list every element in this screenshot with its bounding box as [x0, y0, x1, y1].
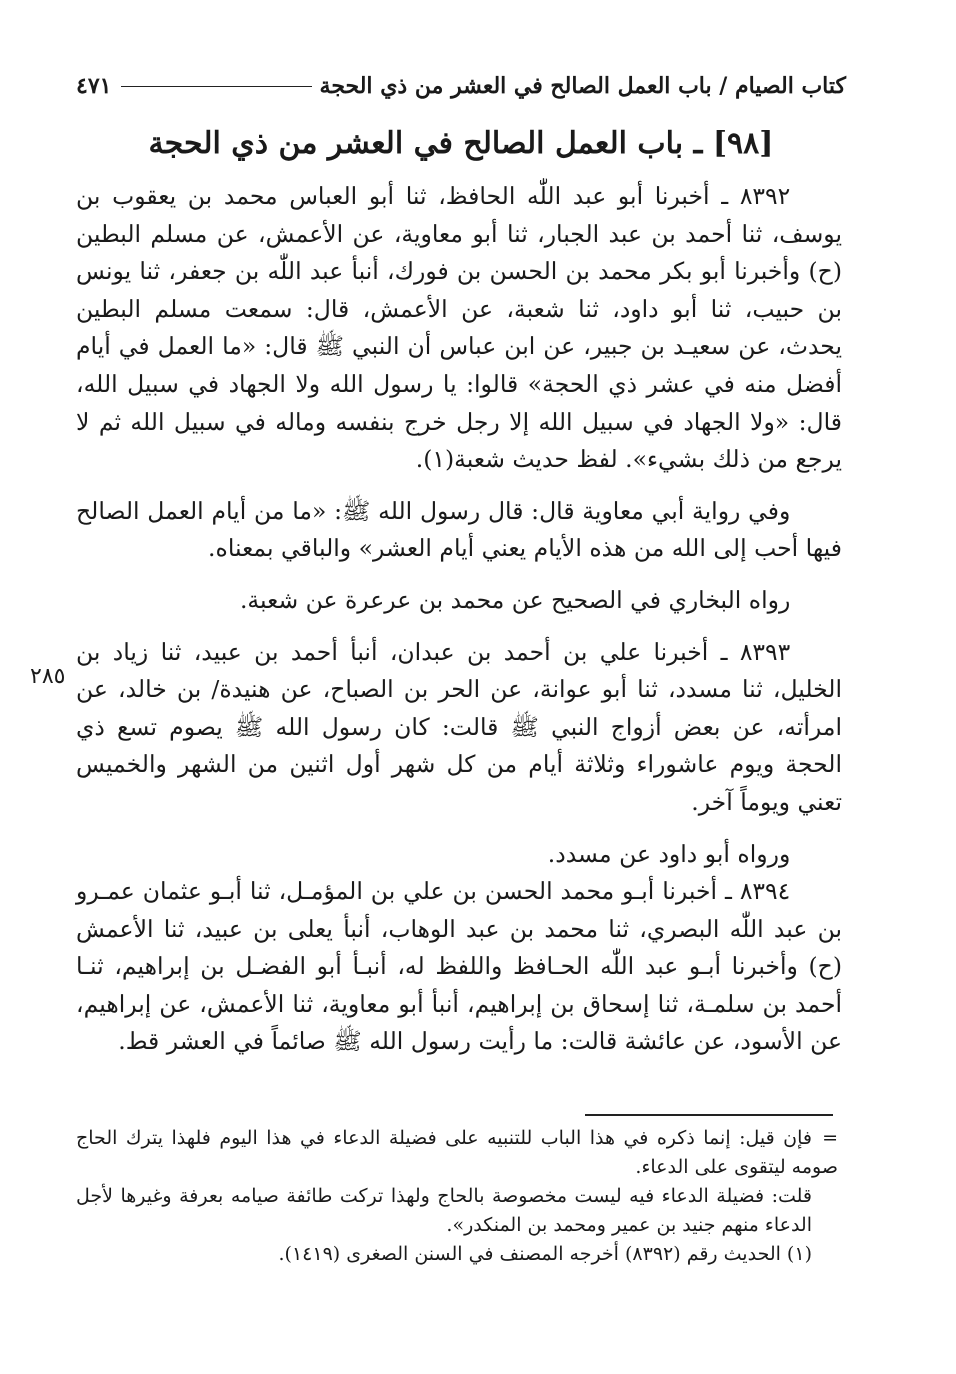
footnote-separator	[585, 1114, 833, 1116]
footnote-1: (١) الحديث رقم (٨٣٩٢) أخرجه المصنف في السنن الصغرى (١٤١٩).	[278, 1243, 812, 1265]
hadith-8392: ٨٣٩٢ ـ أخبرنا أبو عبد اللّٰه الحافظ، ثنا أبو العباس محمد بن يعقوب بن يوسف، ثنا أحمد بن عبد الجبار، ثنا أبو معاوية، عن الأعمش، عن مسلم البطين (ح) وأخبرنا أبو بكر محمد بن الحسن بن فورك، أنبأ عبد اللّٰه بن جعفر، ثنا يونس بن حبيب، ثنا أبو داود، ثنا شعبة، عن الأعمش، قال: سمعت مسلم البطين يحدث، عن سعيـد بن جبير، عن ابن عباس أن النبي ﷺ قال: «ما العمل في أيام أفضل منه في عشر ذي الحجة» قالوا: يا رسول الله ولا الجهاد في سبيل الله، قال: «ولا الجهاد في سبيل الله إلا رجل خرج بنفسه وماله في سبيل الله ثم لا يرجع من ذلك بشيء». لفظ حديث شعبة(١).	[76, 182, 842, 474]
running-title: كتاب الصيام / باب العمل الصالح في العشر من ذي الحجة	[319, 73, 846, 99]
continuation-mark: =	[822, 1127, 838, 1149]
hadith-8394: ٨٣٩٤ ـ أخبرنا أبـو محمد الحسن بن علي بن المؤمـل، ثنا أبـو عثمان عمـرو بن عبد اللّٰه البصري، ثنا محمد بن عبد الوهاب، أنبأ يعلى بن عبيد، ثنا الأعمش (ح) وأخبرنا أبـو عبد اللّٰه الحـافظ واللفظ له، أنبـأ أبو الفضـل بن إبراهيم، ثنـا أحمد بن سلمـة، ثنا إسحاق بن إبراهيم، أنبأ أبو معاوية، ثنا الأعمش، عن إبراهيم، عن الأسود، عن عائشة قالت: ما رأيت رسول الله ﷺ صائماً في العشر قط.	[76, 877, 842, 1056]
footnote-text-a: فإن قيل: إنما ذكره في هذا الباب للتنبيه على فضيلة الدعاء في هذا اليوم فلهذا يترك الحاج صومه ليتقوى على الدعاء.	[76, 1127, 838, 1178]
main-text	[76, 178, 842, 1061]
page-number: ٤٧١	[76, 73, 112, 99]
hadith-8393: ٨٣٩٣ ـ أخبرنا علي بن أحمد بن عبدان، أنبأ أحمد بن عبيد، ثنا زياد بن الخليل، ثنا مسدد، ثنا أبو عوانة، عن الحر بن الصباح، عن هنيدة/ بن خالد، عن امرأته، عن بعض أزواج النبي ﷺ قالت: كان رسول الله ﷺ يصوم تسع ذي الحجة ويوم عاشوراء وثلاثة أيام من كل شهر أول اثنين من الشهر والخميس تعني ويوماً آخر.	[76, 637, 842, 816]
running-header	[76, 66, 846, 106]
abu-dawud-note: ورواه أبو داود عن مسدد.	[547, 839, 791, 868]
header-rule	[121, 86, 311, 87]
footnotes	[76, 1124, 838, 1269]
chapter-title: [٩٨] ـ باب العمل الصالح في العشر من ذي الحجة	[148, 126, 774, 161]
footnote-text-b: قلت: فضيلة الدعاء فيه ليست مخصوصة بالحاج ولهذا تركت طائفة صيامه بعرفة وغيرها لأجل الدعاء منهم جنيد بن عمير ومحمد بن المنكدر».	[76, 1185, 812, 1236]
footnote-continuation	[76, 1124, 838, 1182]
margin-page-number: ٢٨٥	[30, 664, 66, 689]
bukhari-note: رواه البخاري في الصحيح عن محمد بن عرعرة عن شعبة.	[239, 585, 791, 614]
riwaya-abi-muawiya: وفي رواية أبي معاوية قال: قال رسول الله ﷺ: «ما من أيام العمل الصالح فيها أحب إلى الله من هذه الأيام يعني أيام العشر» والباقي بمعناه.	[76, 496, 842, 563]
